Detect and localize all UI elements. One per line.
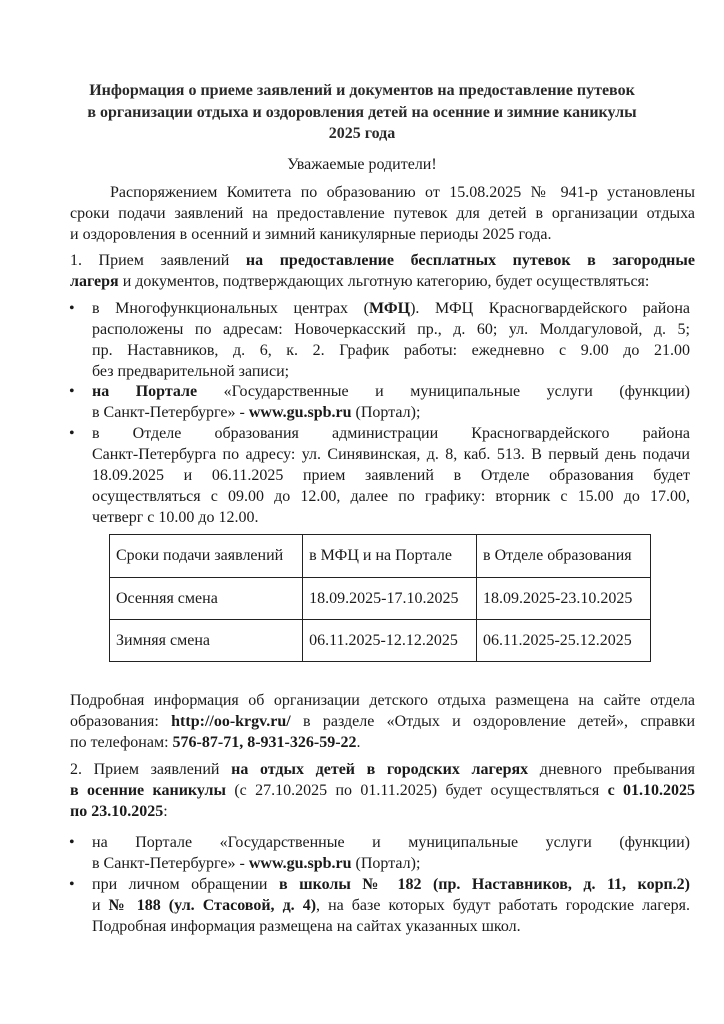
table-header-cell: в МФЦ и на Портале (303, 535, 477, 578)
list-item (92, 381, 690, 423)
section1-line (70, 271, 695, 292)
text: : (163, 803, 168, 820)
list-item (92, 832, 690, 874)
info-line (70, 711, 695, 732)
text: 2. Прием заявлений (70, 761, 232, 778)
text: и (92, 897, 109, 914)
list-item-line: пр. Наставников, д. 6, к. 2. График работы: ежедневно с 9.00 до 21.00 (92, 342, 690, 359)
list-item-line (92, 895, 690, 916)
bold-text: МФЦ (368, 300, 411, 317)
table-header-cell: Сроки подачи заявлений (110, 535, 303, 578)
table-cell: Зимняя смена (110, 620, 303, 662)
bullet-icon: • (69, 300, 75, 317)
text: 1. Прием заявлений (70, 252, 246, 269)
bold-text: по 23.10.2025 (70, 803, 164, 820)
list-item-line: четверг с 10.00 до 12.00. (92, 509, 259, 526)
list-item-line: Санкт-Петербурга по адресу: ул. Синявинская, д. 8, каб. 513. В первый день подачи (92, 446, 690, 463)
list-item-line: Подробная информация размещена на сайтах указанных школ. (92, 918, 521, 935)
link-text: http://oo-krgv.ru/ (171, 713, 291, 730)
list-item-line: 18.09.2025 и 06.11.2025 прием заявлений в Отделе образования будет (92, 467, 690, 484)
table-row (110, 578, 651, 620)
bold-text: в осенние каникулы (70, 782, 226, 799)
text: . (356, 734, 361, 751)
list-item-line (92, 381, 690, 402)
table-cell: Осенняя смена (110, 578, 303, 620)
bullet-icon: • (69, 383, 75, 400)
list-item-line: без предварительной записи; (92, 363, 290, 380)
table-cell: 18.09.2025-17.10.2025 (303, 578, 477, 620)
title-line: Информация о приеме заявлений и документов на предоставление путевок (89, 82, 635, 99)
link-text: www.gu.spb.ru (248, 855, 352, 872)
list-item-line: на Портале «Государственные и муниципальные услуги (функции) (92, 834, 690, 851)
greeting: Уважаемые родители! (287, 156, 437, 173)
list-item-line: осуществляться с 09.00 до 12.00, далее по графику: вторник с 15.00 до 17.00, (92, 488, 690, 505)
table-cell: 06.11.2025-12.12.2025 (303, 620, 477, 662)
list-item-line: в Отделе образования администрации Красногвардейского района (92, 425, 690, 442)
document-title (70, 80, 654, 145)
list-item (92, 423, 690, 528)
table-cell: 06.11.2025-25.12.2025 (477, 620, 651, 662)
phone-numbers: 576-87-71, 8-931-326-59-22 (172, 734, 357, 751)
title-line: в организации отдыха и оздоровления детей на осенние и зимние каникулы (87, 103, 637, 121)
bullet-icon: • (69, 876, 75, 893)
table-cell: 18.09.2025-23.10.2025 (477, 578, 651, 620)
bold-text: на Портале (92, 383, 198, 400)
text: в разделе «Отдых и оздоровление детей», справки (290, 713, 696, 730)
bullet-icon: • (69, 425, 75, 442)
bold-text: с 01.10.2025 (607, 782, 696, 799)
text: в Санкт-Петербурге» - (92, 404, 249, 421)
list-item (92, 874, 690, 937)
list-item-line (92, 298, 690, 319)
list-item (92, 298, 690, 382)
section2-line (70, 759, 695, 780)
text: в Многофункциональных центрах ( (92, 300, 369, 317)
intro-line: сроки подачи заявлений на предоставление путевок для детей в организации отдыха (70, 205, 695, 222)
bullet-icon: • (69, 834, 75, 851)
schedule-table (109, 534, 651, 662)
section1-heading (70, 250, 695, 292)
bold-text: на предоставление бесплатных путевок в загородные (245, 252, 695, 269)
section2-line (70, 780, 695, 801)
text: , на базе которых будут работать городские лагеря. (316, 897, 691, 914)
text: в Санкт-Петербурге» - (92, 855, 249, 872)
intro-line: Распоряжением Комитета по образованию от 15.08.2025 № 941-р установлены (110, 184, 695, 201)
info-line (70, 732, 695, 753)
table-header-row (110, 535, 651, 578)
text: дневного пребывания (528, 761, 695, 778)
text: при личном обращении (92, 876, 279, 893)
bold-text: лагеря (70, 273, 119, 290)
table-header-cell: в Отделе образования (477, 535, 651, 578)
section2-line (70, 801, 695, 822)
section2-heading (70, 759, 695, 822)
title-line: 2025 года (328, 125, 396, 142)
text: (с 27.10.2025 по 01.11.2025) будет осуществляться (225, 782, 608, 799)
intro-line: и оздоровления в осенний и зимний каникулярные периоды 2025 года. (70, 226, 552, 243)
list-item-line (92, 874, 690, 895)
text: и документов, подтверждающих льготную категорию, будет осуществляться: (118, 273, 650, 290)
list-item-line (92, 402, 690, 423)
list-item-line: расположены по адресам: Новочеркасский пр., д. 60; ул. Молдагуловой, д. 5; (92, 321, 690, 338)
list-item-line (92, 853, 690, 874)
link-text: www.gu.spb.ru (248, 404, 352, 421)
info-line: Подробная информация об организации детского отдыха размещена на сайте отдела (70, 692, 695, 709)
bold-text: № 188 (ул. Стасовой, д. 4) (108, 897, 317, 914)
bold-text: в школы № 182 (пр. Наставников, д. 11, корп.2) (278, 876, 691, 893)
info-paragraph (70, 690, 695, 753)
text: «Государственные и муниципальные услуги (функции) (197, 383, 691, 400)
table-row (110, 620, 651, 662)
text: ). МФЦ Красногвардейского района (410, 300, 690, 317)
text: (Портал); (351, 404, 421, 421)
bold-text: на отдых детей в городских лагерях (231, 761, 529, 778)
text: (Портал); (351, 855, 421, 872)
text: образования: (70, 713, 172, 730)
section1-line (70, 250, 695, 271)
text: по телефонам: (70, 734, 173, 751)
intro-paragraph (70, 182, 695, 245)
